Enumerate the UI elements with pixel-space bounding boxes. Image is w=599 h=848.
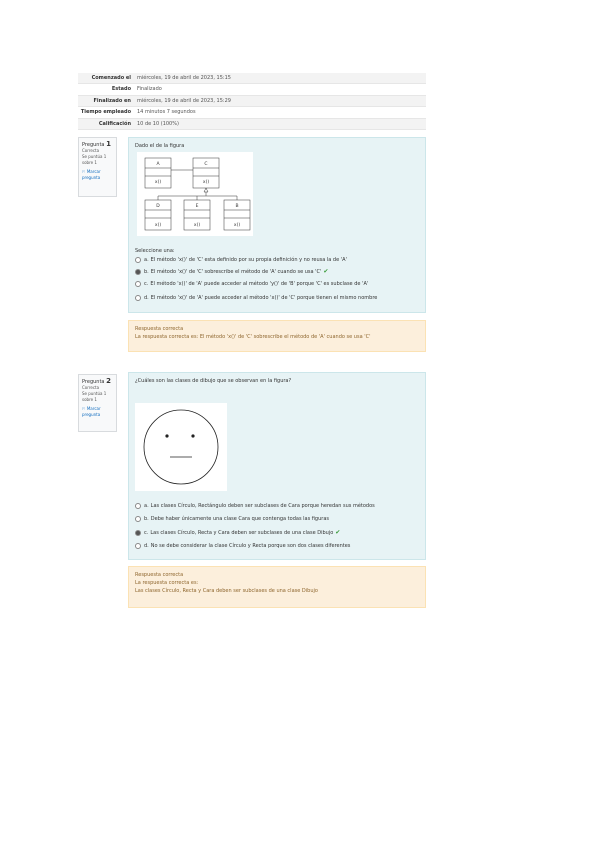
check-icon: ✔ [335,529,341,536]
face-drawing [135,403,227,491]
flag-question-link[interactable]: ⚐ Marcar pregunta [82,406,101,417]
summary-label: Finalizado en [93,97,131,104]
uml-method: x() [154,180,162,185]
summary-label: Estado [111,86,131,93]
feedback-text: Las clases Círculo, Recta y Cara deben ser subclases de una clase Dibujo [135,588,318,594]
uml-class-diagram [137,152,253,236]
radio-button[interactable] [135,530,141,536]
check-icon: ✔ [323,268,329,275]
uml-method: x() [202,180,210,185]
question-number: Pregunta 1 [82,140,111,148]
question-content-1 [128,137,426,313]
answer-option[interactable]: d. El método 'x()' de 'A' puede acceder al método 'x()' de 'C' porque tienen el mismo nombre [135,295,377,301]
feedback-text: La respuesta correcta es: El método 'x()' de 'C' sobrescribe el método de 'A' cuando se usa 'C' [135,334,371,340]
uml-method: x() [154,223,162,228]
radio-button[interactable] [135,516,141,522]
question-content-2 [128,372,426,560]
uml-class-name: E [195,204,199,209]
feedback-title: Respuesta correcta [135,572,184,578]
select-one-label: Seleccione una: [135,248,175,254]
question-info-1 [78,137,117,197]
feedback-title: Respuesta correcta [135,326,184,332]
uml-diagram-svg [137,152,253,236]
summary-label: Calificación [98,120,131,127]
question-state: Correcta [82,385,100,390]
summary-value: 14 minutos 7 segundos [137,109,196,116]
uml-class-name: A [156,162,160,167]
answer-option[interactable]: c. El método 'x()' de 'A' puede acceder al método 'y()' de 'B' porque 'C' es subclase de 'A' [135,281,368,287]
question-prompt: ¿Cuáles son las clases de dibujo que se observan en la figura? [135,378,292,384]
face-svg [135,403,227,491]
summary-label: Tiempo empleado [80,109,131,116]
answer-option[interactable]: a. Las clases Círculo, Rectángulo deben ser subclases de Cara porque heredan sus métodos [135,503,375,509]
feedback-box-1 [128,320,426,352]
feedback-text: La respuesta correcta es: [135,580,199,586]
uml-class-name: C [204,162,208,167]
uml-method: x() [233,223,241,228]
summary-row-grade [78,119,426,130]
uml-class-name: B [235,204,239,209]
answer-option[interactable]: c. Las clases Círculo, Recta y Cara deben ser subclases de una clase Dibujo ✔ [135,529,340,536]
answer-option[interactable]: d. No se debe considerar la clase Círculo y Recta porque son dos clases diferentes [135,543,350,549]
summary-row-state [78,84,426,95]
uml-method: x() [193,223,201,228]
summary-value: Finalizado [137,86,162,93]
summary-value: miércoles, 19 de abril de 2023, 15:29 [137,97,231,104]
answer-option[interactable]: a. El método 'x()' de 'C' esta definido por su propia definición y no reusa la de 'A' [135,257,347,263]
radio-button[interactable] [135,503,141,509]
uml-class-name: D [156,204,160,209]
summary-label: Comenzado el [91,75,131,81]
answer-option[interactable]: b. Debe haber únicamente una clase Cara que contenga todas las figuras [135,516,329,522]
flag-question-link[interactable]: ⚐ Marcar pregunta [82,169,101,180]
question-state: Correcta [82,148,100,153]
answer-option[interactable]: b. El método 'x()' de 'C' sobrescribe el método de 'A' cuando se usa 'C' ✔ [135,268,328,275]
attempt-summary-table [78,73,426,130]
radio-button[interactable] [135,269,141,275]
radio-button[interactable] [135,295,141,301]
feedback-box-2 [128,566,426,608]
question-info-2 [78,374,117,432]
question-grade: Se puntúa 1 sobre 1 [82,391,107,402]
radio-button[interactable] [135,257,141,263]
summary-value: 10 de 10 (100%) [137,120,179,127]
summary-row-time [78,107,426,118]
summary-row-finished [78,96,426,107]
question-grade: Se puntúa 1 sobre 1 [82,154,107,165]
radio-button[interactable] [135,543,141,549]
summary-value: miércoles, 19 de abril de 2023, 15:15 [137,75,231,81]
question-number: Pregunta 2 [82,377,111,385]
radio-button[interactable] [135,281,141,287]
question-prompt: Dado el de la figura [135,143,185,149]
summary-row-started [78,73,426,84]
